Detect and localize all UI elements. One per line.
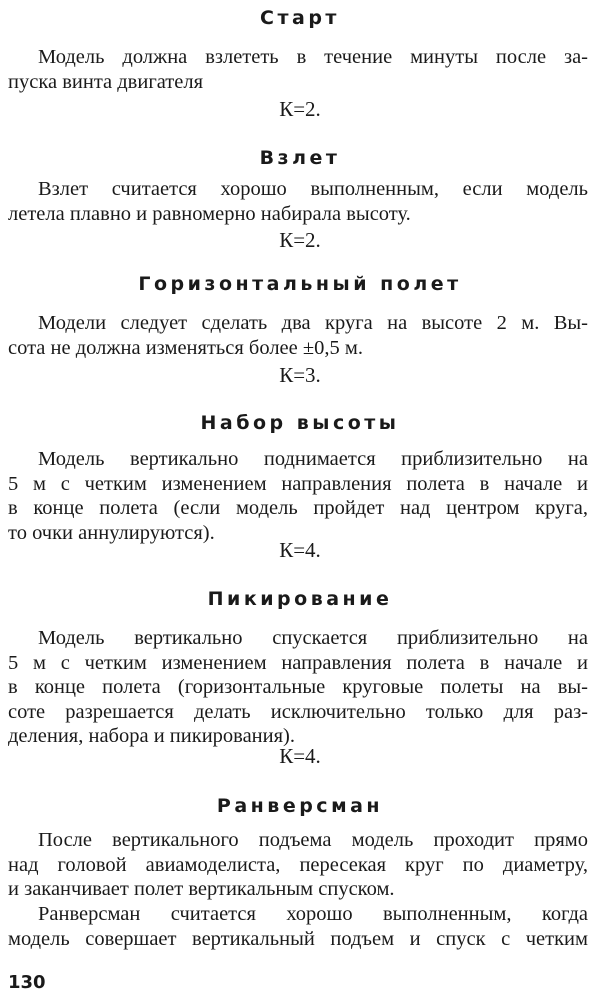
section-text-ranversman-2 <box>8 902 588 951</box>
section-heading-start: Старт <box>260 7 340 29</box>
section-heading-takeoff: Взлет <box>259 147 341 169</box>
coefficient-dive: К=4. <box>279 744 321 768</box>
text-line: сота не должна изменяться более ±0,5 м. <box>8 336 363 359</box>
text-line: то очки аннулируются). <box>8 521 215 544</box>
text-line: летела плавно и равномерно набирала высоту. <box>8 202 411 225</box>
coefficient-horizontal-flight: К=3. <box>279 363 321 387</box>
text-line: в конце полета (если модель пройдет над центром круга, <box>8 497 588 519</box>
text-line: Ранверсман считается хорошо выполненным, когда <box>38 903 588 925</box>
text-line: пуска винта двигателя <box>8 70 204 93</box>
section-heading-horizontal-flight: Горизонтальный полет <box>138 273 462 295</box>
text-line: Модель вертикально спускается приблизительно на <box>38 627 588 649</box>
text-line: Модели следует сделать два круга на высоте 2 м. Вы- <box>38 312 588 334</box>
text-line: 5 м с четким изменением направления полета в начале и <box>8 651 588 674</box>
coefficient-start: К=2. <box>279 97 321 121</box>
coefficient-takeoff: К=2. <box>279 228 321 252</box>
section-heading-climb: Набор высоты <box>200 412 400 434</box>
text-line: соте разрешается делать исключительно только для раз- <box>8 700 588 723</box>
page-number: 130 <box>8 972 46 993</box>
text-line: Модель должна взлететь в течение минуты после за- <box>38 46 588 68</box>
text-line: и заканчивает полет вертикальным спуском. <box>8 878 395 900</box>
text-line: в конце полета (горизонтальные круговые полеты на вы- <box>8 676 588 698</box>
section-text-ranversman <box>8 828 588 902</box>
section-text-dive <box>8 626 588 749</box>
text-line: Взлет считается хорошо выполненным, если модель <box>38 178 588 200</box>
text-line: 5 м с четким изменением направления полета в начале и <box>8 472 588 495</box>
section-text-takeoff <box>8 177 588 226</box>
coefficient-climb: К=4. <box>279 538 321 562</box>
text-line: Модель вертикально поднимается приблизительно на <box>38 448 588 470</box>
text-line: деления, набора и пикирования). <box>8 725 295 747</box>
section-heading-ranversman: Ранверсман <box>216 795 384 817</box>
section-heading-dive: Пикирование <box>207 588 393 610</box>
section-text-start <box>8 45 588 94</box>
text-line: После вертикального подъема модель проходит прямо <box>38 829 588 851</box>
text-line: над головой авиамоделиста, пересекая круг по диаметру, <box>8 853 588 876</box>
text-line: модель совершает вертикальный подъем и спуск с четким <box>8 927 588 950</box>
section-text-climb <box>8 447 588 545</box>
section-text-horizontal-flight <box>8 311 588 360</box>
